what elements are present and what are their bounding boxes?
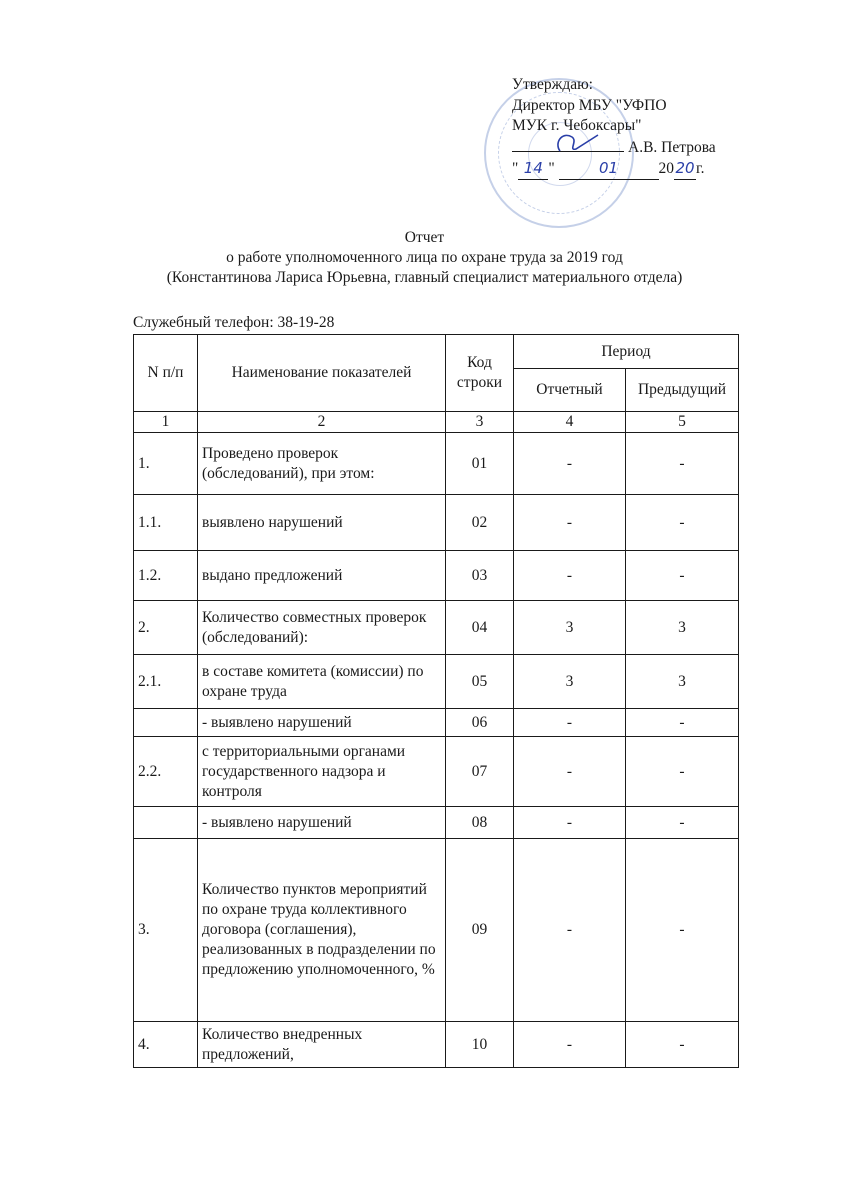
row-code: 07 [446, 737, 514, 807]
signature-line [512, 137, 624, 152]
row-num: 2.1. [134, 655, 198, 709]
row-previous: - [626, 551, 739, 601]
table-row [134, 433, 739, 495]
approval-date [512, 158, 716, 180]
table-row [134, 807, 739, 839]
date-quote-close: " [548, 160, 555, 177]
row-code: 03 [446, 551, 514, 601]
column-number: 4 [514, 412, 626, 433]
row-previous: - [626, 737, 739, 807]
column-number: 1 [134, 412, 198, 433]
table-row [134, 551, 739, 601]
row-current: - [514, 737, 626, 807]
approval-block [512, 75, 716, 180]
row-name: выявлено нарушений [198, 495, 446, 551]
row-current: 3 [514, 655, 626, 709]
table-row [134, 601, 739, 655]
header-previous: Предыдущий [626, 369, 739, 412]
report-title: Отчет [404, 229, 445, 246]
row-previous: - [626, 495, 739, 551]
approval-position-line2: МУК г. Чебоксары" [512, 117, 642, 134]
row-current: - [514, 495, 626, 551]
approval-label: Утверждаю: [512, 76, 593, 93]
row-previous: - [626, 709, 739, 737]
row-num: 1.2. [134, 551, 198, 601]
row-name: Количество внедренных предложений, [198, 1022, 446, 1068]
approval-position-line1: Директор МБУ "УФПО [512, 96, 667, 114]
table-row [134, 839, 739, 1022]
date-year-prefix: 20 [658, 160, 675, 177]
table-row [134, 495, 739, 551]
service-phone: Служебный телефон: 38-19-28 [133, 314, 335, 331]
column-number: 2 [198, 412, 446, 433]
table-row [134, 1022, 739, 1068]
row-code: 08 [446, 807, 514, 839]
row-num: 2. [134, 601, 198, 655]
row-current: - [514, 807, 626, 839]
row-code: 05 [446, 655, 514, 709]
date-year-suffix: 20 [674, 158, 696, 180]
row-num [134, 709, 198, 737]
row-current: 3 [514, 601, 626, 655]
row-num: 2.2. [134, 737, 198, 807]
row-current: - [514, 839, 626, 1022]
header-period: Период [514, 335, 739, 369]
row-num: 1. [134, 433, 198, 495]
row-current: - [514, 433, 626, 495]
row-name: Количество совместных проверок (обследований): [198, 601, 446, 655]
row-current: - [514, 709, 626, 737]
row-num: 1.1. [134, 495, 198, 551]
column-number: 5 [626, 412, 739, 433]
header-code: Код строки [446, 335, 514, 412]
row-name: Проведено проверок (обследований), при этом: [198, 433, 446, 495]
row-num [134, 807, 198, 839]
row-name: - выявлено нарушений [198, 709, 446, 737]
row-name: выдано предложений [198, 551, 446, 601]
report-heading [0, 228, 849, 288]
signature-icon [552, 129, 602, 157]
row-code: 01 [446, 433, 514, 495]
row-previous: 3 [626, 601, 739, 655]
row-name: - выявлено нарушений [198, 807, 446, 839]
row-name: в составе комитета (комиссии) по охране труда [198, 655, 446, 709]
date-month: 01 [559, 158, 659, 180]
row-num: 4. [134, 1022, 198, 1068]
row-num: 3. [134, 839, 198, 1022]
column-number: 3 [446, 412, 514, 433]
header-num: N п/п [134, 335, 198, 412]
date-year-unit: г. [696, 160, 705, 177]
row-current: - [514, 551, 626, 601]
row-previous: 3 [626, 655, 739, 709]
header-current: Отчетный [514, 369, 626, 412]
report-table [133, 334, 739, 1068]
row-code: 02 [446, 495, 514, 551]
table-row [134, 709, 739, 737]
date-day: 14 [518, 158, 548, 180]
row-previous: - [626, 433, 739, 495]
report-subtitle: о работе уполномоченного лица по охране труда за 2019 год [226, 249, 623, 266]
row-previous: - [626, 839, 739, 1022]
row-current: - [514, 1022, 626, 1068]
table-row [134, 655, 739, 709]
row-name: с территориальными органами государственного надзора и контроля [198, 737, 446, 807]
signatory-name: А.В. Петрова [628, 138, 716, 156]
header-name: Наименование показателей [198, 335, 446, 412]
date-quote-open: " [512, 160, 519, 177]
row-previous: - [626, 807, 739, 839]
row-code: 04 [446, 601, 514, 655]
row-name: Количество пунктов мероприятий по охране труда коллективного договора (соглашения), реализованных в подразделении по предложению уполномоченного, % [198, 839, 446, 1022]
report-author: (Константинова Лариса Юрьевна, главный специалист материального отдела) [166, 269, 683, 286]
row-code: 09 [446, 839, 514, 1022]
row-previous: - [626, 1022, 739, 1068]
row-code: 10 [446, 1022, 514, 1068]
row-code: 06 [446, 709, 514, 737]
table-row [134, 737, 739, 807]
